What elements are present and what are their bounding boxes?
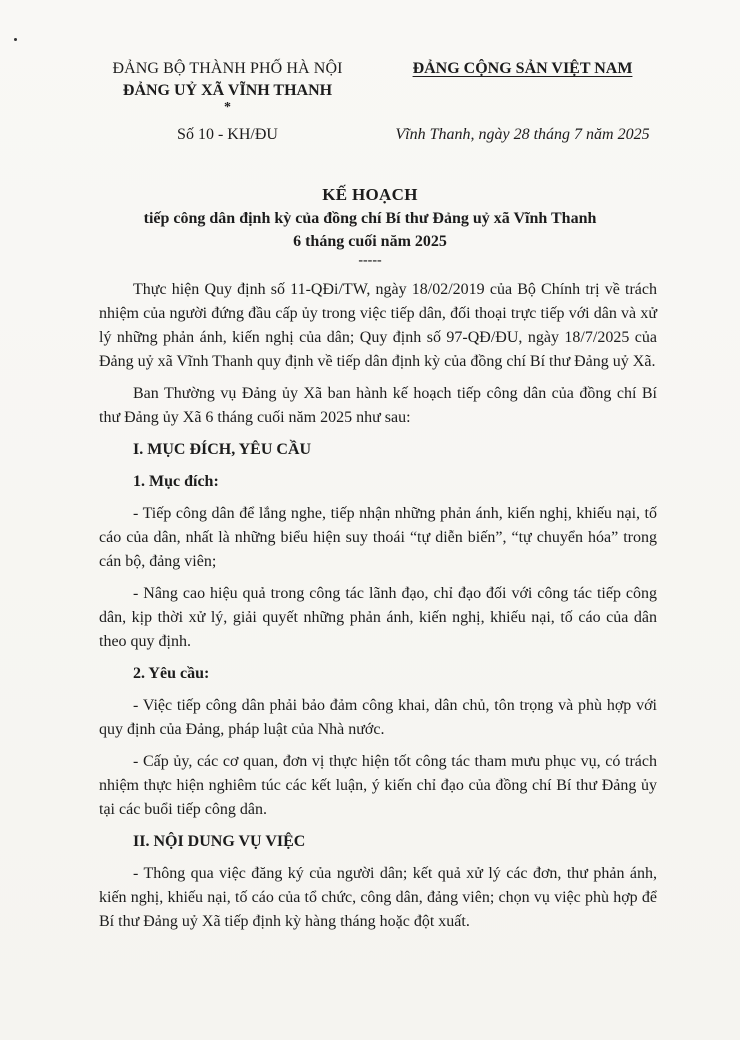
issuer-org: ĐẢNG UỶ XÃ VĨNH THANH bbox=[122, 82, 333, 99]
party-name: ĐẢNG CỘNG SẢN VIỆT NAM bbox=[412, 60, 633, 77]
intro-paragraph-1: Thực hiện Quy định số 11-QĐi/TW, ngày 18/02/2019 của Bộ Chính trị về trách nhiệm của người đứng đầu cấp ủy trong việc tiếp dân, đối thoại trực tiếp với dân và xử lý những phản ánh, kiến nghị của dân; Quy định số 97-QĐ/ĐU, ngày 18/7/2025 của Đảng uỷ xã Vĩnh Thanh quy định về tiếp dân định kỳ của đồng chí Bí thư Đảng uỷ Xã. bbox=[99, 281, 657, 370]
document-type: KẾ HOẠCH bbox=[322, 185, 418, 204]
place-date: Vĩnh Thanh, ngày 28 tháng 7 năm 2025 bbox=[395, 126, 650, 143]
subsection-1-heading: 1. Mục đích: bbox=[133, 473, 219, 490]
section-2-heading: II. NỘI DUNG VỤ VIỆC bbox=[133, 833, 306, 850]
document-number: Số 10 - KH/ĐU bbox=[177, 126, 278, 143]
purpose-paragraph-2: - Nâng cao hiệu quả trong công tác lãnh đạo, chỉ đạo đối với công tác tiếp công dân, kịp thời xử lý, giải quyết những phản ánh, kiến nghị, khiếu nại, tố cáo của dân theo quy định. bbox=[99, 585, 657, 650]
document-subject: tiếp công dân định kỳ của đồng chí Bí thư Đảng uỷ xã Vĩnh Thanh bbox=[143, 210, 597, 227]
section-1-heading: I. MỤC ĐÍCH, YÊU CẦU bbox=[133, 441, 312, 458]
subsection-2-heading: 2. Yêu cầu: bbox=[133, 665, 210, 682]
party-block bbox=[385, 58, 660, 146]
scan-speck bbox=[14, 38, 17, 41]
document-title-block bbox=[80, 183, 660, 269]
issuer-star: * bbox=[224, 100, 231, 115]
purpose-paragraph-1: - Tiếp công dân để lắng nghe, tiếp nhận những phản ánh, kiến nghị, khiếu nại, tố cáo của dân, nhất là những biểu hiện suy thoái “tự diễn biến”, “tự chuyển hóa” trong cán bộ, đảng viên; bbox=[99, 505, 657, 570]
requirement-paragraph-2: - Cấp ủy, các cơ quan, đơn vị thực hiện tốt công tác tham mưu phục vụ, có trách nhiệm thực hiện nghiêm túc các kết luận, ý kiến chỉ đạo của đồng chí Bí thư Đảng ủy tại các buổi tiếp công dân. bbox=[99, 753, 657, 818]
intro-paragraph-2: Ban Thường vụ Đảng ủy Xã ban hành kế hoạch tiếp công dân của đồng chí Bí thư Đảng ủy Xã 6 tháng cuối năm 2025 như sau: bbox=[99, 385, 657, 426]
content-paragraph-1: - Thông qua việc đăng ký của người dân; kết quả xử lý các đơn, thư phản ánh, kiến nghị, khiếu nại, tố cáo của tổ chức, công dân, đảng viên; chọn vụ việc phù hợp để Bí thư Đảng uỷ Xã tiếp định kỳ hàng tháng hoặc đột xuất. bbox=[99, 865, 657, 930]
document-period: 6 tháng cuối năm 2025 bbox=[293, 233, 447, 250]
issuer-parent-org: ĐẢNG BỘ THÀNH PHỐ HÀ NỘI bbox=[112, 60, 343, 77]
document-body bbox=[99, 278, 657, 942]
title-divider: ----- bbox=[358, 253, 382, 268]
issuer-block bbox=[95, 58, 360, 146]
requirement-paragraph-1: - Việc tiếp công dân phải bảo đảm công khai, dân chủ, tôn trọng và phù hợp với quy định của Đảng, pháp luật của Nhà nước. bbox=[99, 697, 657, 738]
